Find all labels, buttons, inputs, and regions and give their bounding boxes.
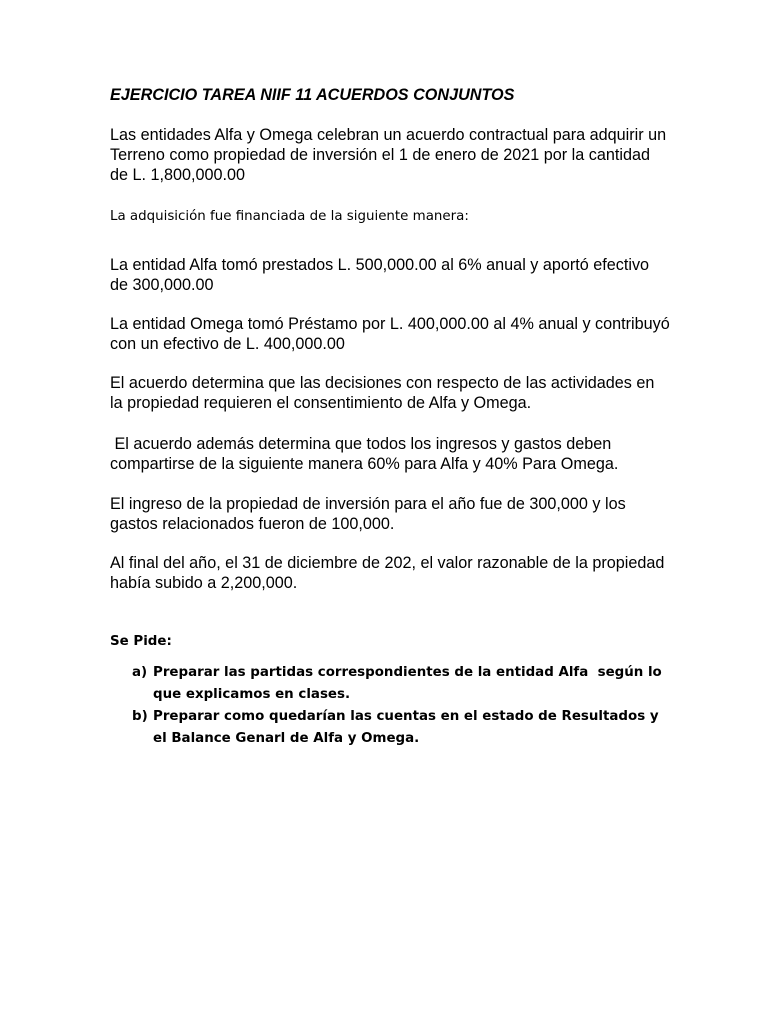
task-list — [110, 662, 670, 750]
paragraph-acquisition: Las entidades Alfa y Omega celebran un acuerdo contractual para adquirir un Terreno como propiedad de inversión el 1 de enero de 2021 por la cantidad de L. 1,800,000.00 — [110, 126, 667, 184]
paragraph-fair-value: Al final del año, el 31 de diciembre de 202, el valor razonable de la propiedad había subido a 2,200,000. — [110, 554, 665, 592]
task-item-a — [110, 662, 670, 706]
se-pide-heading: Se Pide: — [110, 634, 172, 649]
document-page — [110, 85, 670, 750]
paragraph-omega-loan: La entidad Omega tomó Préstamo por L. 400,000.00 al 4% anual y contribuyó con un efectivo de L. 400,000.00 — [110, 315, 670, 353]
task-item-b — [110, 706, 670, 750]
paragraph-alfa-loan: La entidad Alfa tomó prestados L. 500,000.00 al 6% anual y aportó efectivo de 300,000.00 — [110, 256, 650, 294]
paragraph-joint-control: El acuerdo determina que las decisiones con respecto de las actividades en la propiedad requieren el consentimiento de Alfa y Omega. — [110, 374, 655, 412]
task-text-a: Preparar las partidas correspondientes de la entidad Alfa según lo que explicamos en clases. — [153, 665, 667, 702]
task-marker-a: a) — [132, 665, 148, 680]
paragraph-financing-intro: La adquisición fue financiada de la siguiente manera: — [110, 209, 469, 224]
paragraph-income-sharing: El acuerdo además determina que todos los ingresos y gastos deben compartirse de la siguiente manera 60% para Alfa y 40% Para Omega. — [110, 435, 619, 473]
task-marker-b: b) — [132, 709, 148, 724]
document-title: EJERCICIO TAREA NIIF 11 ACUERDOS CONJUNTOS — [110, 86, 515, 104]
paragraph-income-expenses: El ingreso de la propiedad de inversión para el año fue de 300,000 y los gastos relacionados fueron de 100,000. — [110, 495, 626, 533]
task-text-b: Preparar como quedarían las cuentas en el estado de Resultados y el Balance Genarl de Alfa y Omega. — [153, 709, 659, 746]
